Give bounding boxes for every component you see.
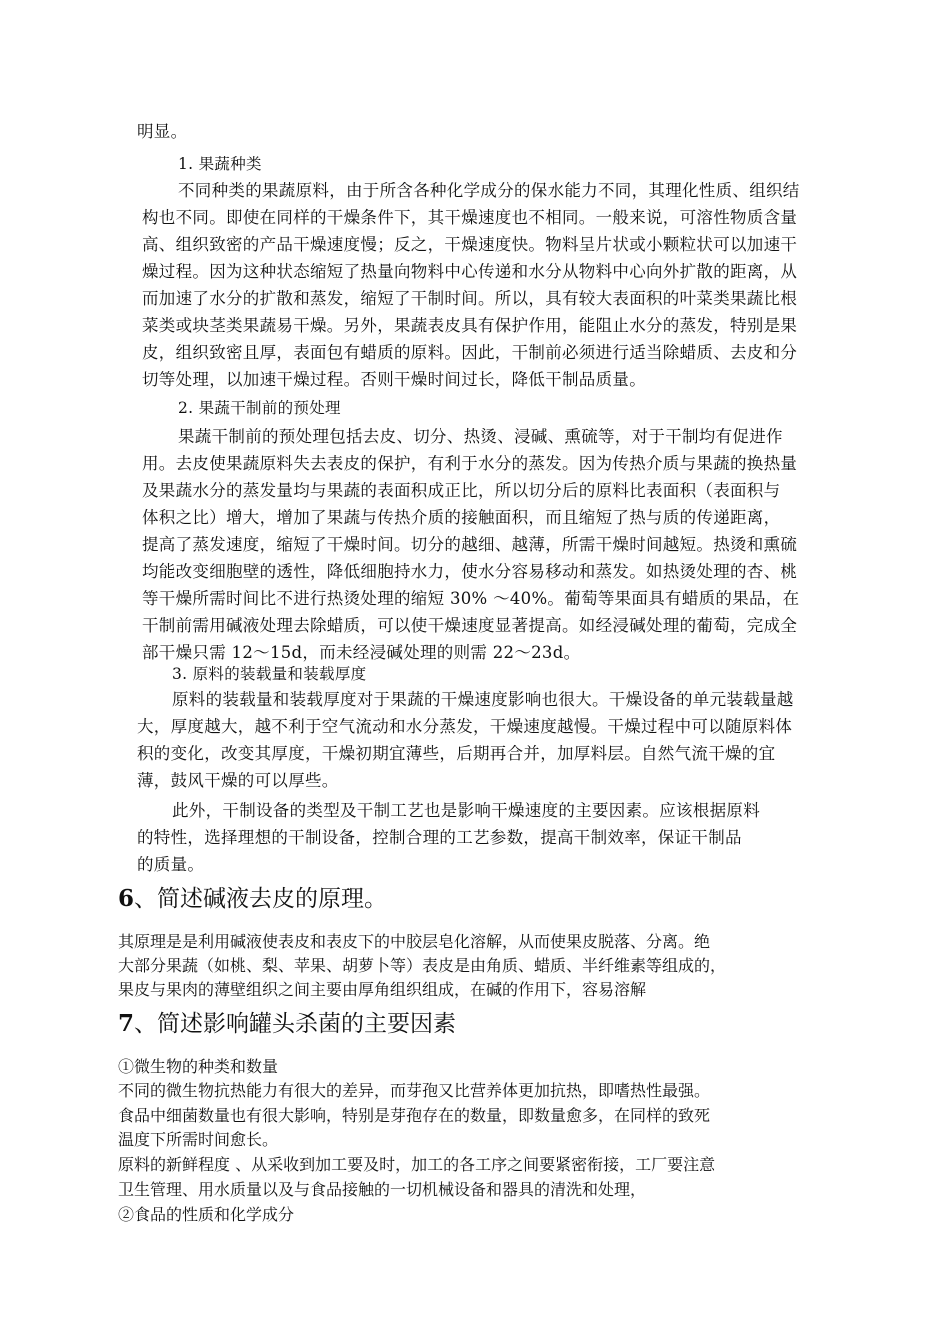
text-line: 而加速了水分的扩散和蒸发，缩短了干制时间。所以，具有较大表面积的叶菜类果蔬比根	[142, 289, 798, 308]
subheading-pretreatment: 2. 果蔬干制前的预处理	[178, 399, 341, 417]
text-line: 部干燥只需 12～15d，而未经浸碱处理的则需 22～23d。	[142, 643, 581, 662]
text-line: 其原理是是利用碱液使表皮和表皮下的中胶层皂化溶解，从而使果皮脱落、分离。绝	[118, 932, 711, 951]
subheading-fruit-types: 1. 果蔬种类	[178, 155, 262, 173]
question-6-heading	[118, 885, 387, 913]
text-line: 果皮与果肉的薄壁组织之间主要由厚角组织组成，在碱的作用下，容易溶解	[118, 980, 647, 999]
text-line: 的特性，选择理想的干制设备，控制合理的工艺参数，提高干制效率，保证干制品	[137, 828, 742, 847]
text-line: 高、组织致密的产品干燥速度慢；反之，干燥速度快。物料呈片状或小颗粒状可以加速干	[142, 235, 798, 254]
text-line: 切等处理，以加速干燥过程。否则干燥时间过长，降低干制品质量。	[142, 370, 646, 389]
text-line: 均能改变细胞壁的透性，降低细胞持水力，使水分容易移动和蒸发。如热烫处理的杏、桃	[142, 562, 798, 581]
text-line: 明显。	[137, 122, 188, 141]
text-line: 菜类或块茎类果蔬易干燥。另外，果蔬表皮具有保护作用，能阻止水分的蒸发，特别是果	[142, 316, 798, 335]
text-line: 大部分果蔬（如桃、梨、苹果、胡萝卜等）表皮是由角质、蜡质、半纤维素等组成的，	[118, 956, 727, 975]
text-line: 的质量。	[137, 855, 205, 874]
text-line: 提高了蒸发速度，缩短了干燥时间。切分的越细、越薄，所需干燥时间越短。热烫和熏硫	[142, 535, 798, 554]
text-line: 不同的微生物抗热能力有很大的差异，而芽孢又比营养体更加抗热，即嗜热性最强。	[118, 1081, 711, 1100]
text-line: 不同种类的果蔬原料，由于所含各种化学成分的保水能力不同，其理化性质、组织结	[178, 181, 800, 200]
text-line: 食品中细菌数量也有很大影响，特别是芽孢存在的数量，即数量愈多，在同样的致死	[118, 1106, 711, 1125]
question-6-number: 6	[118, 885, 135, 912]
text-line: 积的变化，改变其厚度，干燥初期宜薄些，后期再合并，加厚料层。自然气流干燥的宜	[137, 744, 776, 763]
text-line: ②食品的性质和化学成分	[118, 1205, 295, 1224]
question-6-title: 、简述碱液去皮的原理。	[134, 886, 388, 912]
subheading-loading: 3. 原料的装载量和装载厚度	[172, 665, 367, 683]
text-line: 构也不同。即使在同样的干燥条件下，其干燥速度也不相同。一般来说，可溶性物质含量	[142, 208, 798, 227]
text-line: 温度下所需时间愈长。	[118, 1130, 279, 1149]
question-7-heading	[118, 1010, 456, 1038]
text-line: 卫生管理、用水质量以及与食品接触的一切机械设备和器具的清洗和处理，	[118, 1180, 647, 1199]
text-line: 等干燥所需时间比不进行热烫处理的缩短 30% ～40%。葡萄等果面具有蜡质的果品，在	[142, 589, 800, 608]
text-line: 用。去皮使果蔬原料失去表皮的保护，有利于水分的蒸发。因为传热介质与果蔬的换热量	[142, 454, 798, 473]
text-line: 原料的装载量和装载厚度对于果蔬的干燥速度影响也很大。干燥设备的单元装载量越	[172, 690, 794, 709]
text-line: 皮，组织致密且厚，表面包有蜡质的原料。因此，干制前必须进行适当除蜡质、去皮和分	[142, 343, 798, 362]
question-7-title: 、简述影响罐头杀菌的主要因素	[134, 1011, 457, 1037]
question-7-number: 7	[118, 1010, 135, 1037]
text-line: 原料的新鲜程度 、从采收到加工要及时，加工的各工序之间要紧密衔接，工厂要注意	[118, 1155, 716, 1174]
text-line: 体积之比）增大，增加了果蔬与传热介质的接触面积，而且缩短了热与质的传递距离，	[142, 508, 781, 527]
text-line: 燥过程。因为这种状态缩短了热量向物料中心传递和水分从物料中心向外扩散的距离，从	[142, 262, 798, 281]
text-line: 果蔬干制前的预处理包括去皮、切分、热烫、浸碱、熏硫等，对于干制均有促进作	[178, 427, 783, 446]
text-line: 干制前需用碱液处理去除蜡质，可以使干燥速度显著提高。如经浸碱处理的葡萄，完成全	[142, 616, 798, 635]
text-line: 及果蔬水分的蒸发量均与果蔬的表面积成正比，所以切分后的原料比表面积（表面积与	[142, 481, 781, 500]
text-line: 大，厚度越大，越不利于空气流动和水分蒸发，干燥速度越慢。干燥过程中可以随原料体	[137, 717, 793, 736]
text-line: ①微生物的种类和数量	[118, 1057, 279, 1076]
text-line: 此外，干制设备的类型及干制工艺也是影响干燥速度的主要因素。应该根据原料	[172, 801, 760, 820]
text-line: 薄，鼓风干燥的可以厚些。	[137, 771, 339, 790]
